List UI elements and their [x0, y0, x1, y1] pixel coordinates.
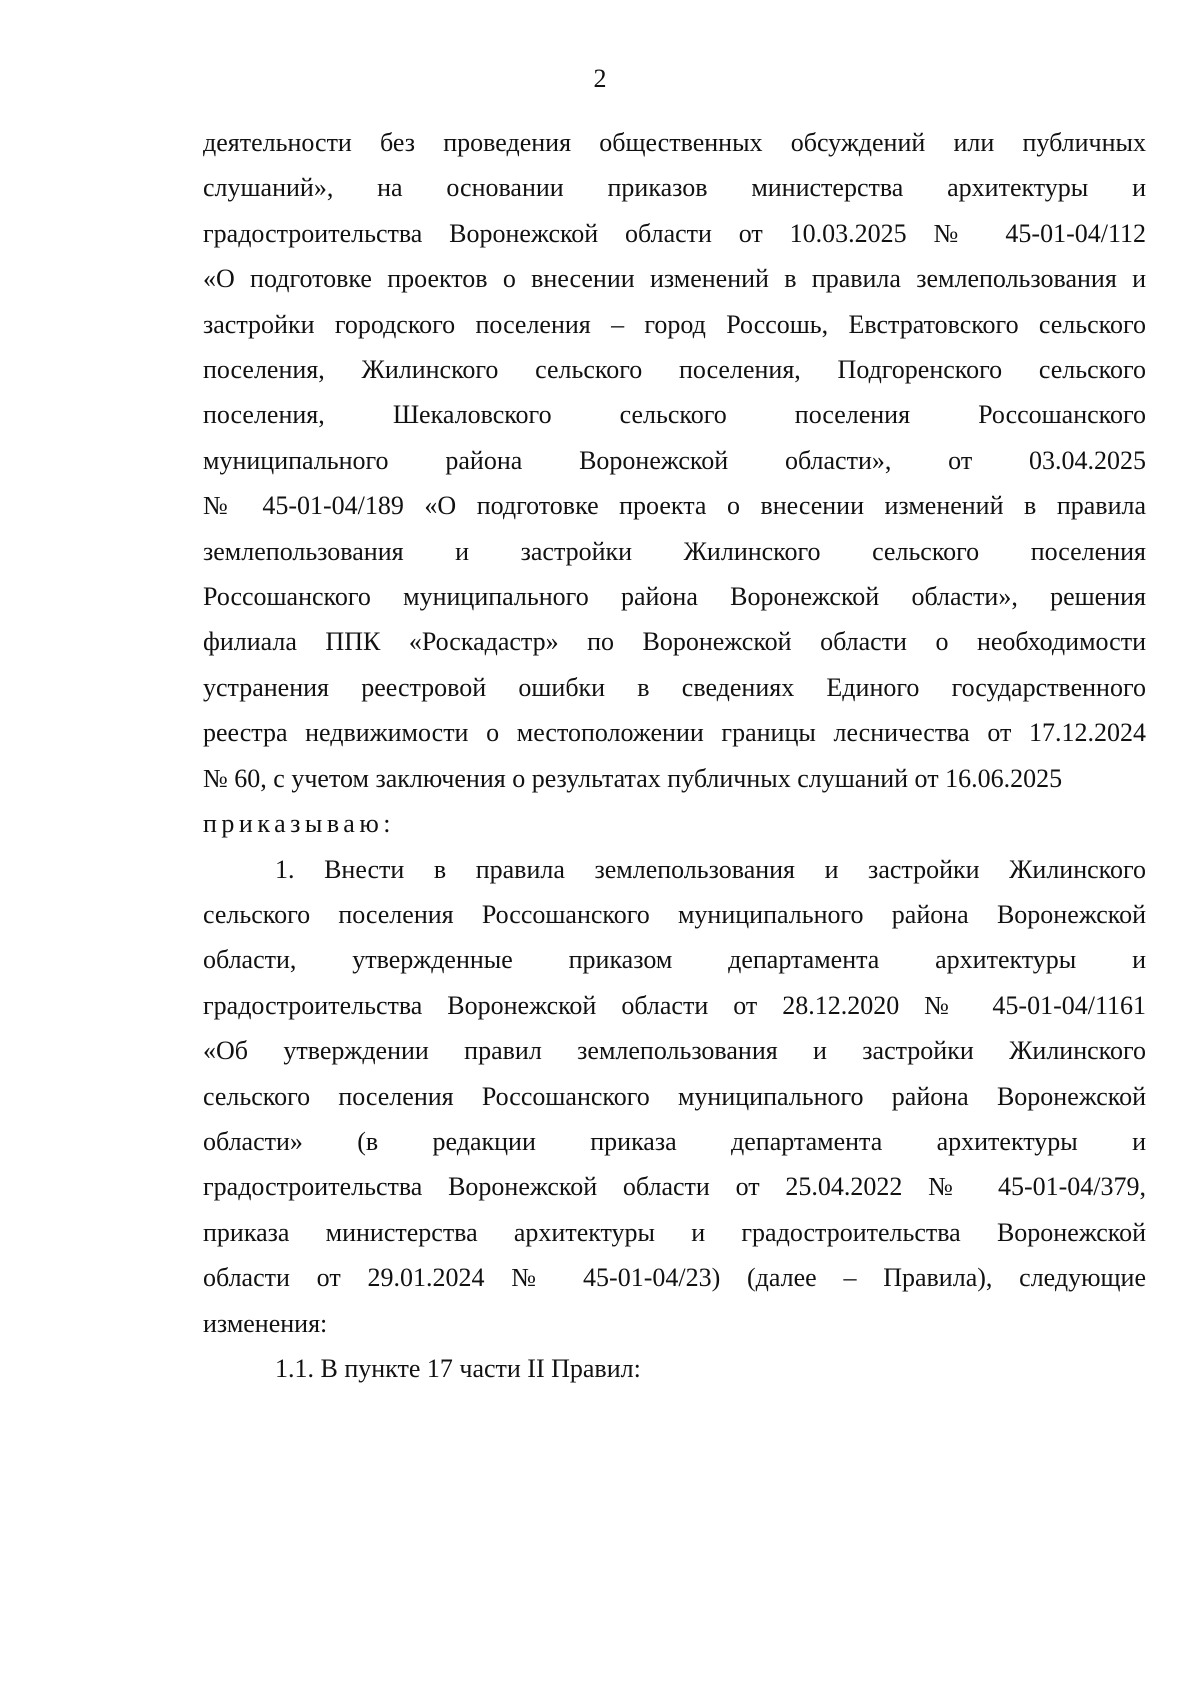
- text-line: области» (в редакции приказа департамента архитектуры и: [203, 1126, 1146, 1156]
- text-line: реестра недвижимости о местоположении границы лесничества от 17.12.2024: [203, 718, 1146, 748]
- text-line: поселения, Жилинского сельского поселения, Подгоренского сельского: [203, 355, 1146, 385]
- text-line: градостроительства Воронежской области от 28.12.2020 № 45-01-04/1161: [203, 990, 1146, 1020]
- text-line: устранения реестровой ошибки в сведениях Единого государственного: [203, 672, 1146, 702]
- text-line: слушаний», на основании приказов министерства архитектуры и: [203, 173, 1146, 203]
- text-line: области, утвержденные приказом департамента архитектуры и: [203, 945, 1146, 975]
- text-line: филиала ППК «Роскадастр» по Воронежской области о необходимости: [203, 627, 1146, 657]
- text-line: «О подготовке проектов о внесении изменений в правила землепользования и: [203, 264, 1146, 294]
- text-line: изменения:: [203, 1308, 328, 1338]
- page-number: 2: [593, 64, 607, 93]
- text-line: области от 29.01.2024 № 45-01-04/23) (далее – Правила), следующие: [203, 1263, 1146, 1293]
- text-line: сельского поселения Россошанского муниципального района Воронежской: [203, 1081, 1146, 1111]
- text-line: 1. Внести в правила землепользования и застройки Жилинского: [275, 854, 1146, 884]
- text-line: № 45-01-04/189 «О подготовке проекта о внесении изменений в правила: [203, 491, 1146, 521]
- text-line: поселения, Шекаловского сельского поселения Россошанского: [203, 400, 1146, 430]
- item-1-1-heading: 1.1. В пункте 17 части II Правил:: [275, 1353, 641, 1383]
- text-line: деятельности без проведения общественных обсуждений или публичных: [203, 128, 1146, 157]
- text-line: сельского поселения Россошанского муниципального района Воронежской: [203, 899, 1146, 929]
- text-line: землепользования и застройки Жилинского сельского поселения: [203, 536, 1146, 566]
- text-line: градостроительства Воронежской области от 25.04.2022 № 45-01-04/379,: [203, 1172, 1146, 1202]
- text-line: № 60, с учетом заключения о результатах публичных слушаний от 16.06.2025: [203, 763, 1063, 793]
- order-word: приказываю:: [203, 809, 395, 839]
- text-line: муниципального района Воронежской области», от 03.04.2025: [203, 445, 1146, 475]
- text-line: приказа министерства архитектуры и градостроительства Воронежской: [203, 1217, 1146, 1247]
- text-line: «Об утверждении правил землепользования и застройки Жилинского: [203, 1036, 1146, 1066]
- document-body: [203, 120, 1146, 1391]
- text-line: Россошанского муниципального района Воронежской области», решения: [203, 582, 1146, 612]
- text-line: градостроительства Воронежской области от 10.03.2025 № 45-01-04/112: [203, 218, 1146, 248]
- text-line: застройки городского поселения – город Россошь, Евстратовского сельского: [203, 309, 1146, 339]
- intro-paragraph: [203, 120, 1146, 801]
- item-1-paragraph: [203, 847, 1146, 1346]
